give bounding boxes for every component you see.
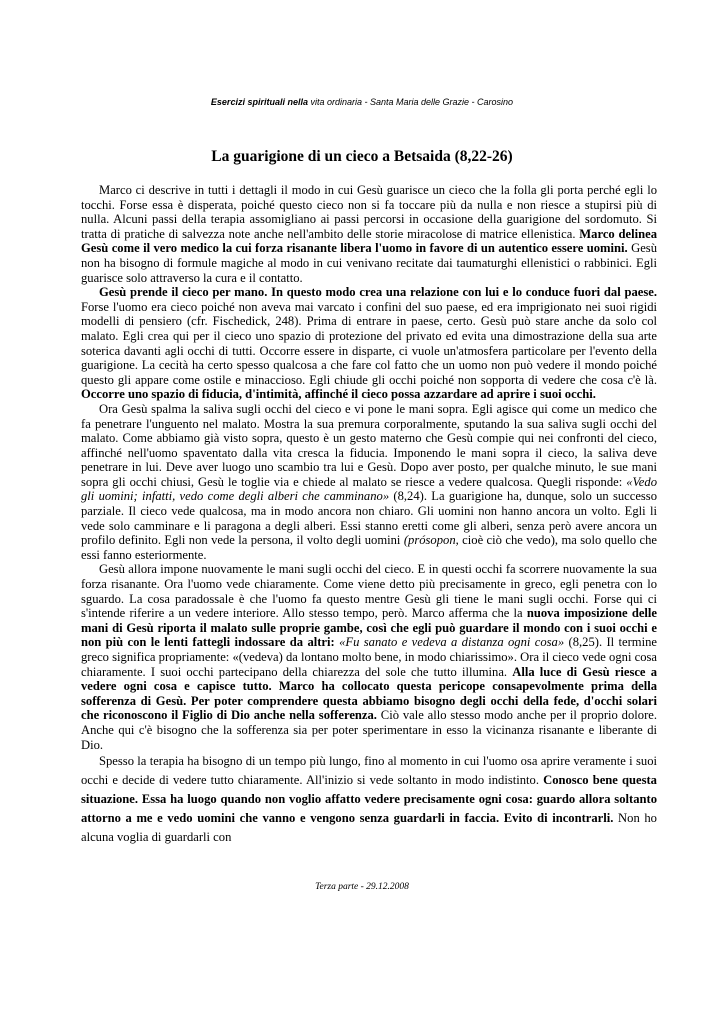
p4-text-4: Ciò vale allo stesso modo anche per il proprio dolore. Anche qui c'è bisogno che la sofferenza sia per poter sperimentare in esso la vicinanza risanante e liberante di Dio. xyxy=(81,708,658,752)
p2-bold-1: Gesù prende il cieco per mano. In questo modo crea una relazione con lui e lo conduce fuori dal paese. xyxy=(99,285,657,300)
p3-text-2: (8,24). La guarigione ha, dunque, solo un successo parziale. Il cieco vede qualcosa, ma in modo ancora non chiaro. Gli uomini non hanno ancora un volto. Egli li vede solo camminare e li paragona a degli alberi. Essi stanno eretti come gli alberi, senza però avere ancora un profilo definito. Egli non vede la persona, il volto degli uomini xyxy=(81,489,658,548)
paragraph-5 xyxy=(81,752,657,847)
p3-text-3: cioè ciò che vedo), ma solo quello che essi fanno esteriormente. xyxy=(81,533,657,562)
p3-italic-1: «Vedo gli uomini; infatti, vedo come degli alberi che camminano» xyxy=(81,474,657,504)
p3-italic-2: (prósopon, xyxy=(403,533,459,548)
paragraph-3 xyxy=(81,402,657,563)
p4-bold-1: nuova imposizione delle mani di Gesù riporta il malato sulle proprie gambe, così che egli può guardare il mondo con i suoi occhi e non più con le lenti fattegli indossare da altri: xyxy=(81,606,657,650)
p5-text-1: Spesso la terapia ha bisogno di un tempo più lungo, fino al momento in cui l'uomo osa aprire veramente i suoi occhi e decide di vedere tutto chiaramente. All'inizio si vede soltanto in modo indistinto. xyxy=(81,754,657,788)
paragraph-4 xyxy=(81,562,657,752)
running-header xyxy=(0,97,724,107)
paragraph-2 xyxy=(81,285,657,402)
p5-bold-1: Conosco bene questa situazione. Essa ha luogo quando non voglio affatto vedere precisamente ogni cosa: guardo allora soltanto attorno a me e vedo uomini che vanno e vengono senza guardarli in faccia. Evito di incontrarli. xyxy=(81,773,657,826)
p1-text-2: Gesù non ha bisogno di formule magiche al modo in cui venivano recitate dai taumaturghi ellenistici o rabbinici. Egli guarisce solo attraverso la cura e il contatto. xyxy=(81,241,657,285)
p5-text-2: Non ho alcuna voglia di guardarli con xyxy=(81,811,657,845)
p1-text-1: Marco ci descrive in tutti i dettagli il modo in cui Gesù guarisce un cieco che la folla gli porta perché egli lo tocchi. Forse essa è disperata, poiché questo cieco non si fa toccare più da nulla e non riesce a stupirsi più di nulla. Alcuni passi della terapia assomigliano ai passi percorsi in occasione della guarigione del sordomuto. Si tratta di pratiche di salvezza note anche nell'ambito delle storie miracolose di matrice ellenistica. xyxy=(81,183,657,241)
p3-text-1: Ora Gesù spalma la saliva sugli occhi del cieco e vi pone le mani sopra. Egli agisce qui come un medico che fa penetrare l'unguento nel malato. Mostra la sua premura corporalmente, sputando la sua saliva sugli occhi del malato. Come abbiamo già visto sopra, questo è un gesto materno che Gesù compie qui nei confronti del cieco, affinché nell'uomo spaventato dalla vita cresca la fiducia. Imponendo le mani sopra il cieco, la saliva deve penetrare in lui. Deve aver luogo uno scambio tra lui e Gesù. Dopo aver posto, per qualche minuto, le sue mani sopra gli occhi chiusi, Gesù le toglie via e chiede al malato se riesce a vedere qualcosa. Quegli risponde: xyxy=(81,401,657,489)
page-title: La guarigione di un cieco a Betsaida (8,22-26) xyxy=(211,148,513,165)
body-text xyxy=(81,183,657,847)
p2-bold-2: Occorre uno spazio di fiducia, d'intimità, affinché il cieco possa azzardare ad aprire i suoi occhi. xyxy=(81,387,596,402)
page-footer: Terza parte - 29.12.2008 xyxy=(315,882,409,892)
p4-text-1: Gesù allora impone nuovamente le mani sugli occhi del cieco. E in questi occhi fa scorrere nuovamente la sua forza risanante. Ora l'uomo vede chiaramente. Come viene detto più precisamente in greco, egli penetra con lo sguardo. La cosa paradossale è che l'uomo fa questo mentre Gesù gli tiene le mani sugli occhi. Forse qui ci s'intende riferire a un vedere interiore. Allo stesso tempo, però. Marco afferma che la xyxy=(81,562,657,621)
p4-bold-2: Alla luce di Gesù riesce a vedere ogni cosa e capisce tutto. Marco ha collocato questa pericope consapevolmente prima della sofferenza di Gesù. Per poter comprendere questa abbiamo bisogno degli occhi della fede, d'occhi solari che riconoscono il Figlio di Dio anche nella sofferenza. xyxy=(81,664,657,723)
p1-bold-1: Marco delinea Gesù come il vero medico la cui forza risanante libera l'uomo in favore di un autentico essere uomini. xyxy=(81,226,657,256)
header-bold: Esercizi spirituali nella xyxy=(210,97,308,107)
p4-text-3: (8,25). Il termine greco significa propriamente: «(vedeva) da lontano molto bene, in modo chiarissimo». Ora il cieco vede ogni cosa chiaramente. I suoi occhi partecipano della chiarezza del sole che tutto illumina. xyxy=(81,635,657,679)
paragraph-1 xyxy=(81,183,657,285)
p2-text-1: Forse l'uomo era cieco poiché non aveva mai varcato i confini del suo paese, ed era imprigionato nei suoi rigidi modelli di pensiero (cfr. Fischedick, 248). Prima di entrare in paese, certo. Gesù può stare anche da solo col malato. Egli crea qui per il cieco uno spazio di protezione del privato ed evita una dimostrazione della sua arte soterica davanti agli occhi di tutti. Occorre essere in disparte, ci vuole un'atmosfera particolare per l'evento della guarigione. La cecità ha certo spesso qualcosa a che fare col fatto che un uomo non può vedere il mondo poiché questo gli appare come ostile e minaccioso. Egli chiude gli occhi poiché non sopporta di vedere che cosa c'è là. xyxy=(81,299,657,387)
header-rest: vita ordinaria - Santa Maria delle Grazie - Carosino xyxy=(307,97,514,107)
p4-italic-1: «Fu sanato e vedeva a distanza ogni cosa» xyxy=(339,635,565,650)
